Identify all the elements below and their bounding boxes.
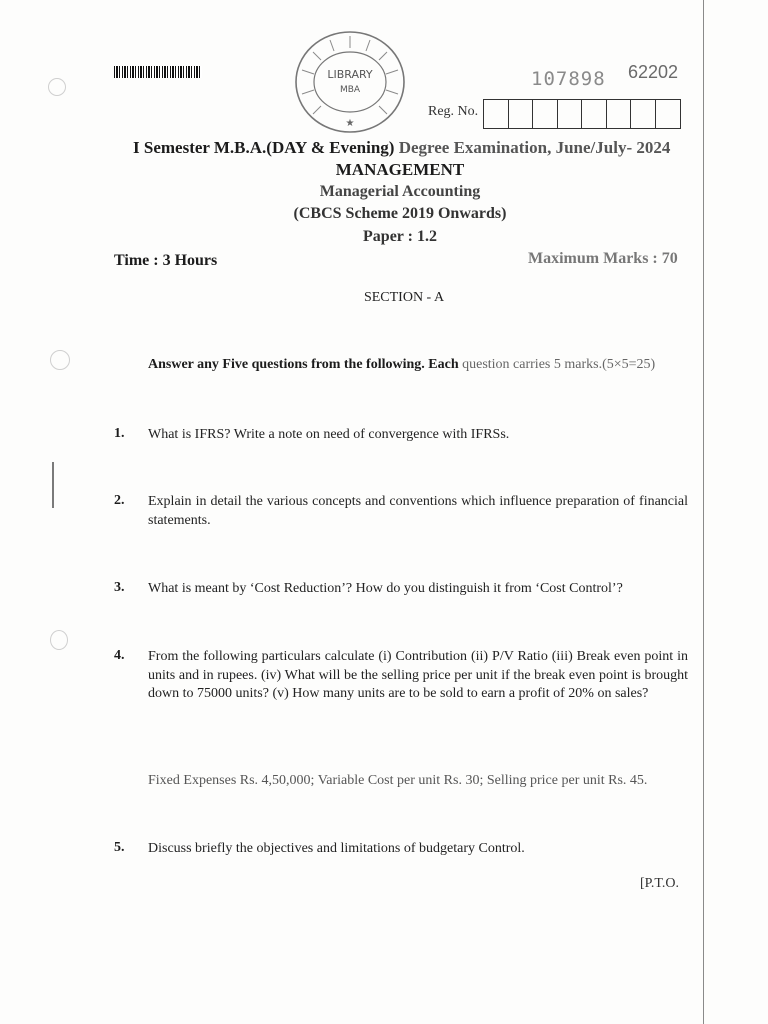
section-instruction: [148, 357, 655, 373]
question-text: Discuss briefly the objectives and limitations of budgetary Control.: [148, 841, 525, 856]
question-number: 4.: [114, 648, 125, 663]
exam-title-part1: I Semester M.B.A.(DAY & Evening): [133, 138, 399, 157]
paper-code: 62202: [628, 62, 679, 82]
exam-duration: Time : 3 Hours: [114, 252, 218, 269]
question-number: 2.: [114, 493, 125, 508]
serial-number: 107898: [531, 68, 606, 90]
library-seal: [290, 28, 410, 136]
seal-text-mba: MBA: [339, 85, 361, 95]
question-text: From the following particulars calculate (i) Contribution (ii) P/V Ratio (iii) Break even point in units and in rupees. (iv) What will be the selling price per unit if the break even point is brought down to 75000 units? (v) How many units are to be sold to earn a profit of 20% on sales?: [148, 649, 688, 701]
question-text: What is meant by ‘Cost Reduction’? How do you distinguish it from ‘Cost Control’?: [148, 581, 623, 596]
please-turn-over: [P.T.O.: [640, 876, 680, 891]
binder-hole-mark: [50, 630, 68, 650]
scan-scratch-mark: [52, 462, 54, 508]
reg-no-boxes: [483, 99, 681, 129]
seal-text-library: LIBRARY: [327, 68, 373, 81]
question-number: 3.: [114, 580, 125, 595]
page-edge-line: [703, 0, 704, 1024]
question-number: 5.: [114, 840, 125, 855]
scheme-line: (CBCS Scheme 2019 Onwards): [293, 205, 507, 222]
exam-title-part2: Degree Examination, June/July- 2024: [398, 138, 671, 157]
svg-text:★: ★: [345, 118, 355, 129]
course-title: Managerial Accounting: [319, 183, 481, 200]
instruction-bold: Answer any Five questions from the following. Each: [148, 357, 463, 372]
subject-heading: MANAGEMENT: [335, 160, 465, 179]
question-text: What is IFRS? Write a note on need of convergence with IFRSs.: [148, 427, 510, 442]
paper-number: Paper : 1.2: [363, 228, 437, 245]
section-heading: SECTION - A: [363, 290, 445, 305]
instruction-light: question carries 5 marks.(5×5=25): [462, 357, 656, 372]
binder-hole-mark: [48, 78, 66, 96]
barcode: [114, 66, 202, 78]
reg-no-label: Reg. No.: [428, 104, 479, 119]
exam-title: [133, 138, 670, 158]
binder-hole-mark: [50, 350, 70, 370]
question-text: Explain in detail the various concepts and conventions which influence preparation of financial statements.: [148, 494, 688, 528]
maximum-marks: Maximum Marks : 70: [528, 250, 678, 267]
question-data-line: Fixed Expenses Rs. 4,50,000; Variable Cost per unit Rs. 30; Selling price per unit Rs. 45.: [148, 773, 648, 788]
question-number: 1.: [114, 426, 125, 441]
